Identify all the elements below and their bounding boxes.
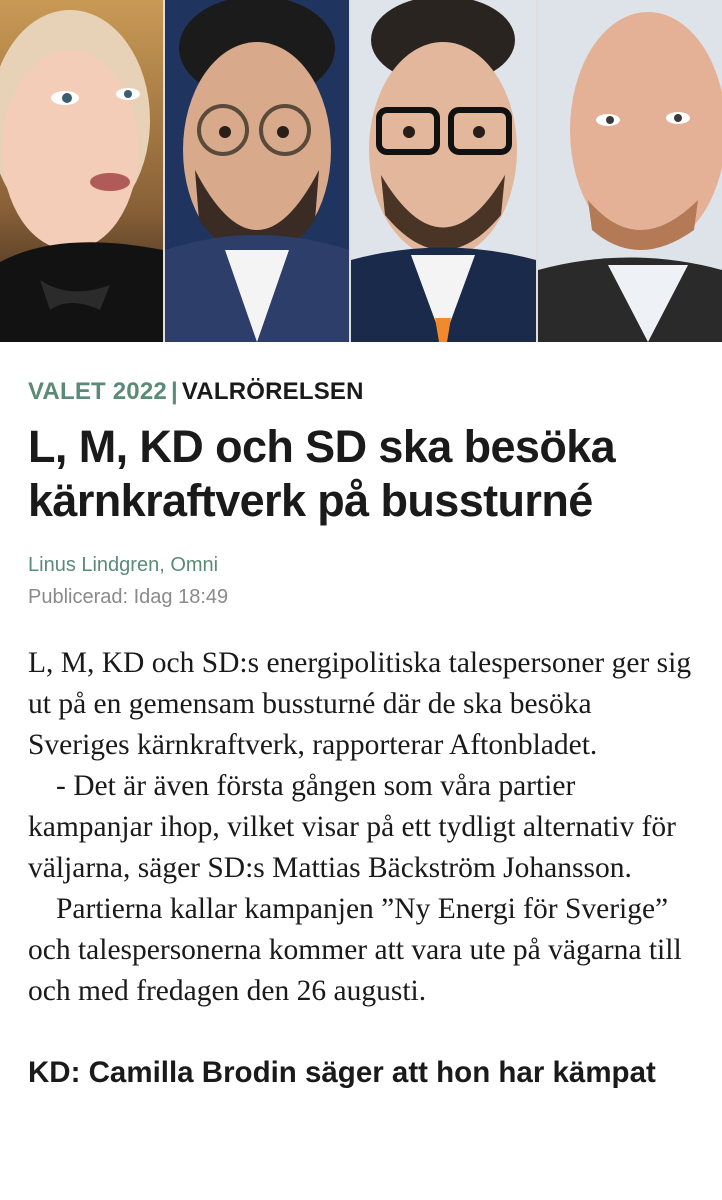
paragraph-3: Partierna kallar kampanjen ”Ny Energi för Sverige” och talespersonerna kommer att vara ute på vägarna till och med fredagen den 26 augusti.	[28, 893, 682, 1007]
portrait-man-glasses-round	[165, 0, 349, 342]
next-paragraph-lead: KD: Camilla Brodin säger att hon har kämpat	[28, 1056, 656, 1089]
paragraph-1: L, M, KD och SD:s energipolitiska talespersoner ger sig ut på en gemensam bussturné där de ska besöka Sveriges kärnkraftverk, rapporterar Aftonbladet.	[28, 647, 692, 761]
subcategory-link[interactable]: VALRÖRELSEN	[181, 378, 364, 405]
article-hero-image	[0, 0, 722, 342]
author-byline[interactable]: Linus Lindgren, Omni	[28, 554, 219, 576]
kicker-separator: |	[170, 378, 178, 405]
publish-timestamp: Publicerad: Idag 18:49	[28, 586, 229, 608]
portrait-man-glasses-black	[351, 0, 536, 342]
portrait-woman-blonde	[0, 0, 163, 342]
article-content	[0, 378, 722, 1093]
portrait-man-bald	[538, 0, 722, 342]
article-body	[28, 643, 694, 1093]
category-link[interactable]: VALET 2022	[28, 378, 167, 405]
article-kicker	[28, 378, 694, 406]
article-title: L, M, KD och SD ska besöka kärnkraftverk på bussturné	[28, 421, 616, 526]
paragraph-2: - Det är även första gången som våra partier kampanjar ihop, vilket visar på ett tydligt alternativ för väljarna, säger SD:s Mattias Bäckström Johansson.	[28, 770, 676, 884]
